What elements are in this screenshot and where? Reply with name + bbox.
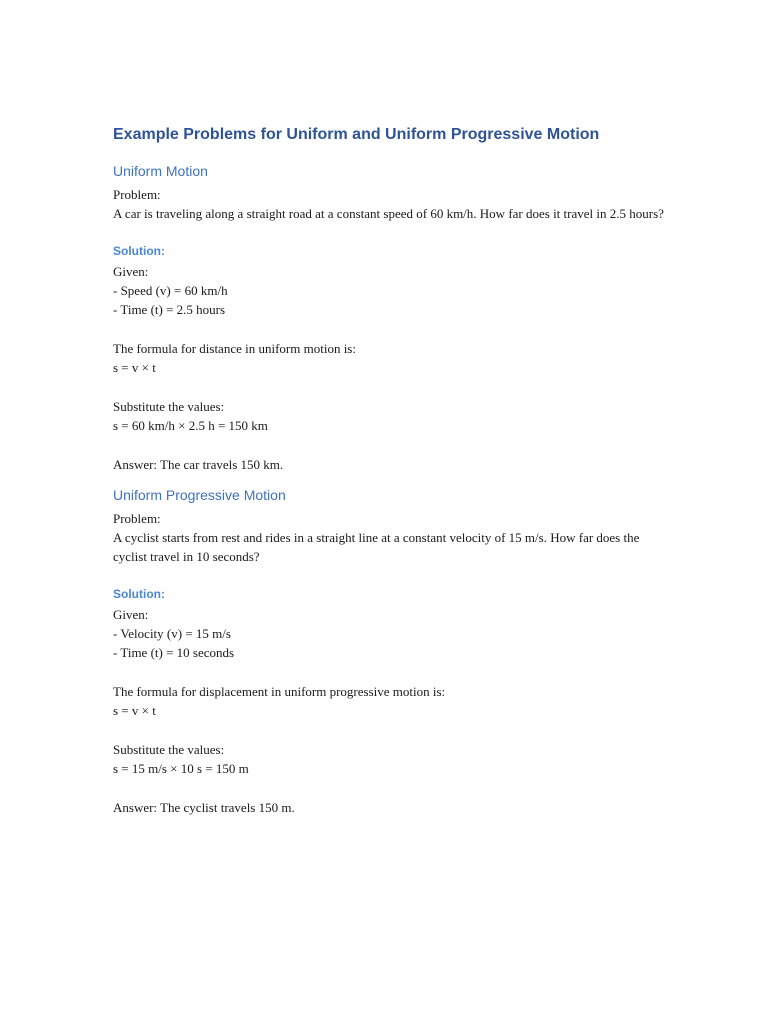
spacer [113,435,673,454]
problem-label: Problem: [113,510,161,526]
spacer [113,663,673,682]
given-item-time: - Time (t) = 10 seconds [113,645,235,661]
document-page [113,124,673,817]
formula: s = v × t [113,360,156,376]
spacer [113,224,673,238]
document-title: Example Problems for Uniform and Uniform Progressive Motion [113,126,600,143]
substitution: s = 15 m/s × 10 s = 150 m [113,761,249,777]
given-item-time: - Time (t) = 2.5 hours [113,302,226,318]
substitute-intro: Substitute the values: [113,398,225,414]
given-item-speed: - Speed (v) = 60 km/h [113,282,228,298]
formula: s = v × t [113,703,156,719]
formula-intro: The formula for distance in uniform motion is: [113,340,356,356]
section-uniform-progressive-motion [113,486,673,817]
section-heading-uniform-progressive-motion: Uniform Progressive Motion [113,486,286,503]
spacer [113,721,673,740]
spacer [113,377,673,396]
solution-heading: Solution: [113,586,165,601]
substitute-intro: Substitute the values: [113,741,225,757]
given-item-velocity: - Velocity (v) = 15 m/s [113,626,231,642]
formula-intro: The formula for displacement in uniform progressive motion is: [113,683,446,699]
spacer [113,778,673,797]
answer: Answer: The cyclist travels 150 m. [113,799,295,815]
problem-label: Problem: [113,187,161,202]
solution-heading: Solution: [113,243,165,258]
substitution: s = 60 km/h × 2.5 h = 150 km [113,417,268,433]
section-heading-uniform-motion: Uniform Motion [113,163,208,179]
given-label: Given: [113,606,149,622]
given-label: Given: [113,263,149,279]
answer: Answer: The car travels 150 km. [113,456,284,472]
spacer [113,567,673,581]
section-uniform-motion [113,162,673,474]
problem-text: A cyclist starts from rest and rides in a straight line at a constant velocity of 15 m/s. How far does the cyclist travel in 10 seconds? [113,530,643,565]
spacer [113,319,673,338]
problem-text: A car is traveling along a straight road at a constant speed of 60 km/h. How far does it travel in 2.5 hours? [113,206,664,222]
